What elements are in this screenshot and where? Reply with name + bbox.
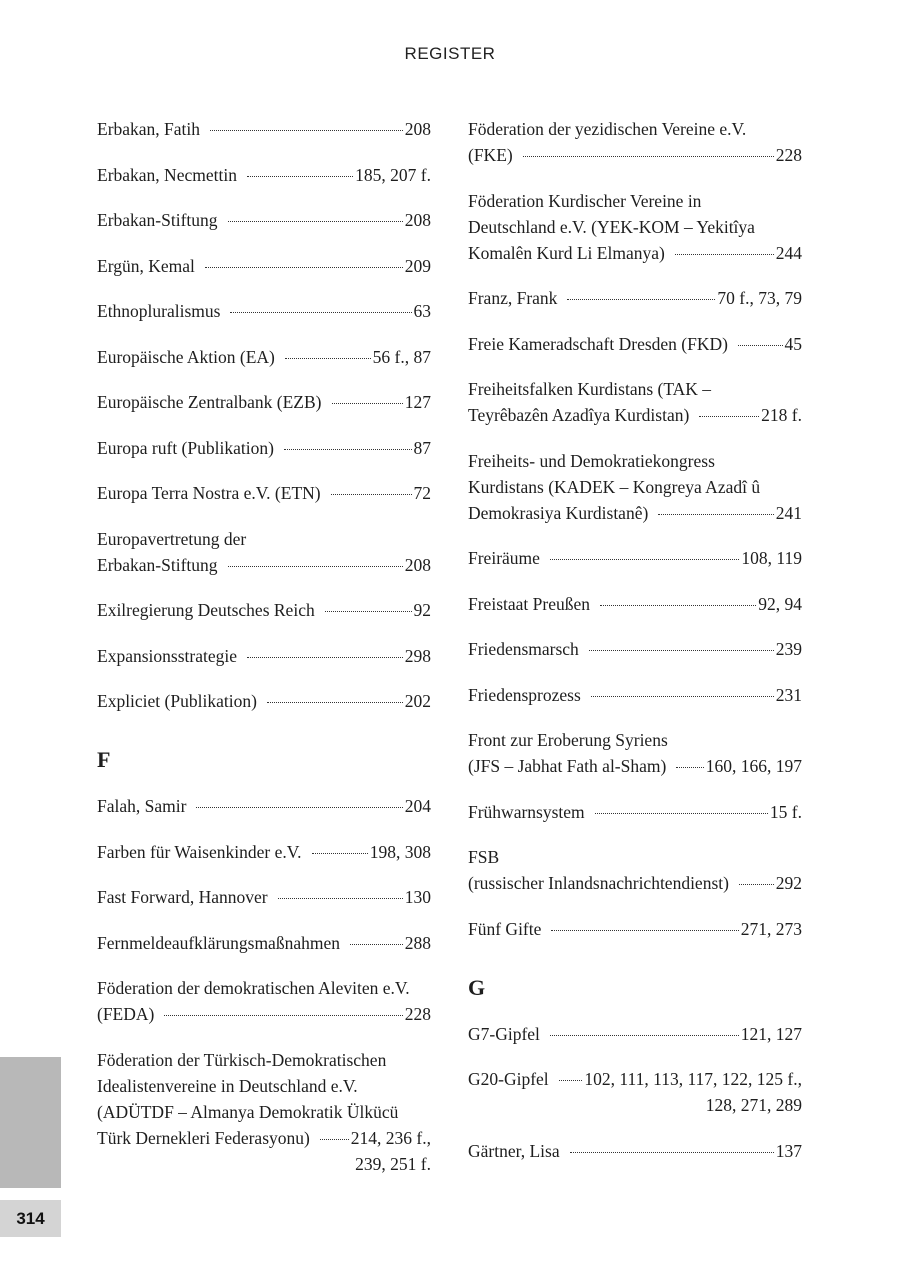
dot-leader [196, 807, 402, 808]
dot-leader [285, 358, 371, 359]
entry-last-line [97, 839, 431, 865]
entry-last-line [468, 682, 802, 708]
entry-term-line: Front zur Eroberung Syriens [468, 730, 668, 750]
page-references: 70 f., 73, 79 [717, 288, 802, 308]
index-entry [468, 1066, 802, 1118]
entry-last-line [97, 552, 431, 578]
entry-last-line [97, 389, 431, 415]
entry-last-line [468, 753, 802, 779]
entry-term-line: Idealistenvereine in Deutschland e.V. [97, 1075, 358, 1096]
page-references: 228 [775, 145, 802, 165]
page-references: 108, 119 [741, 548, 802, 568]
entry-term-line: Europa ruft (Publikation) [97, 437, 274, 458]
index-entry [468, 188, 802, 266]
page-references: 121, 127 [740, 1023, 802, 1044]
index-entry [468, 844, 802, 896]
entry-term-line: Freie Kameradschaft Dresden (FKD) [468, 333, 728, 354]
entry-term-line: Falah, Samir [97, 796, 187, 816]
dot-leader [559, 1080, 583, 1081]
index-entry [97, 975, 431, 1027]
entry-last-line [97, 162, 431, 188]
index-entry [468, 331, 802, 357]
index-entry [97, 298, 431, 324]
entry-last-line [468, 500, 802, 526]
page-references: 208 [404, 119, 431, 139]
dot-leader [325, 611, 412, 612]
index-column-left [97, 116, 431, 1196]
entry-term-line: Föderation der yezidischen Vereine e.V. [468, 119, 747, 139]
entry-term-line: Friedensmarsch [468, 639, 579, 659]
page-references: 185, 207 f. [355, 164, 431, 185]
index-entry [97, 643, 431, 669]
page-references-continued: 128, 271, 289 [705, 1095, 802, 1115]
dot-leader [658, 514, 773, 515]
entry-term-line: G20-Gipfel [468, 1069, 549, 1089]
entry-last-line [468, 402, 802, 428]
dot-leader [589, 650, 774, 651]
entry-term-line: Fast Forward, Hannover [97, 887, 268, 907]
dot-leader [284, 449, 412, 450]
entry-term-line: Franz, Frank [468, 288, 558, 308]
index-entry [468, 636, 802, 662]
page-references: 63 [413, 301, 431, 321]
entry-term-line: Fernmeldeaufklärungsmaßnahmen [97, 932, 340, 953]
index-entry [468, 682, 802, 708]
page-references-continued: 239, 251 f. [355, 1153, 431, 1174]
page-references: 92 [413, 600, 431, 620]
dot-leader [551, 930, 738, 931]
dot-leader [567, 299, 715, 300]
page-references: 87 [413, 437, 431, 458]
entry-term-line: (FEDA) [97, 1004, 155, 1024]
index-entry [97, 253, 431, 279]
index-entry [468, 727, 802, 779]
dot-leader [247, 657, 403, 658]
dot-leader [591, 696, 774, 697]
dot-leader [676, 767, 703, 768]
entry-term-line: FSB [468, 847, 500, 867]
page-references: 127 [404, 392, 431, 412]
dot-leader [228, 566, 403, 567]
entry-last-line [468, 240, 802, 266]
index-entry [468, 916, 802, 942]
page-references: 292 [775, 873, 802, 893]
entry-term-line: (russischer Inlandsnachrichtendienst) [468, 873, 729, 893]
dot-leader [570, 1152, 774, 1153]
index-entry [97, 435, 431, 461]
entry-term-line: Exilregierung Deutsches Reich [97, 600, 315, 620]
entry-last-line [97, 480, 431, 506]
dot-leader [332, 403, 403, 404]
index-entry [468, 285, 802, 311]
page-references: 102, 111, 113, 117, 122, 125 f., [584, 1069, 802, 1089]
entry-term-line: Expansionsstrategie [97, 645, 237, 666]
entry-last-line [468, 1066, 802, 1092]
entry-last-line [468, 591, 802, 617]
entry-term-line: Freiheits- und Demokratiekongress [468, 450, 715, 471]
entry-term-line: Friedensprozess [468, 684, 581, 705]
dot-leader [595, 813, 768, 814]
dot-leader [267, 702, 403, 703]
page-references: 298 [404, 645, 431, 666]
entry-term-line: G7-Gipfel [468, 1023, 540, 1044]
index-entry [97, 480, 431, 506]
entry-term-line: Türk Dernekleri Federasyonu) [97, 1127, 310, 1148]
entry-term-line: Freiräume [468, 548, 540, 568]
entry-term-line: (JFS – Jabhat Fath al-Sham) [468, 756, 667, 776]
page-references: 208 [404, 554, 431, 575]
dot-leader [247, 176, 353, 177]
page-references: 198, 308 [369, 841, 431, 862]
index-entry [97, 116, 431, 142]
entry-last-line [97, 298, 431, 324]
page-references: 208 [404, 210, 431, 230]
entry-term-line: Teyrêbazên Azadîya Kurdistan) [468, 405, 690, 425]
dot-leader [350, 944, 403, 945]
entry-last-line [468, 1021, 802, 1047]
dot-leader [600, 605, 756, 606]
index-entry [97, 884, 431, 910]
dot-leader [550, 559, 739, 560]
dot-leader [739, 884, 774, 885]
page-references: 137 [775, 1140, 802, 1161]
entry-last-line [468, 142, 802, 168]
entry-term-line: Demokrasiya Kurdistanê) [468, 502, 649, 523]
dot-leader [164, 1015, 402, 1016]
dot-leader [278, 898, 403, 899]
entry-term-line: Föderation der demokratischen Aleviten e.V. [97, 978, 410, 998]
index-entry [97, 597, 431, 623]
entry-last-line [97, 344, 431, 370]
index-entry [97, 526, 431, 578]
entry-last-line [97, 793, 431, 819]
entry-last-line [97, 930, 431, 956]
dot-leader [320, 1139, 349, 1140]
entry-term-line: Ergün, Kemal [97, 255, 195, 276]
entry-term-line: Gärtner, Lisa [468, 1140, 560, 1161]
page-references: 130 [404, 887, 431, 907]
entry-last-line [468, 870, 802, 896]
index-entry [97, 162, 431, 188]
index-entry [97, 389, 431, 415]
dot-leader [331, 494, 412, 495]
index-entry [97, 930, 431, 956]
page-references: 202 [404, 691, 431, 711]
entry-last-line [97, 643, 431, 669]
entry-term-line: Europäische Zentralbank (EZB) [97, 392, 322, 412]
dot-leader [550, 1035, 739, 1036]
index-entry [97, 839, 431, 865]
index-entry [97, 688, 431, 714]
page-references: 72 [413, 483, 431, 503]
entry-term-line: Erbakan-Stiftung [97, 554, 218, 575]
entry-term-line: Erbakan-Stiftung [97, 210, 218, 230]
entry-last-line [97, 116, 431, 142]
dot-leader [230, 312, 411, 313]
page-references: 214, 236 f., [350, 1127, 431, 1148]
page-references: 160, 166, 197 [705, 756, 802, 776]
index-entry [468, 591, 802, 617]
index-entry [468, 448, 802, 526]
page-references: 56 f., 87 [372, 346, 431, 367]
page-references: 204 [404, 796, 431, 816]
dot-leader [523, 156, 774, 157]
entry-term-line: (ADÜTDF – Almanya Demokratik Ülkücü [97, 1101, 399, 1122]
entry-term-line: Erbakan, Fatih [97, 119, 201, 139]
dot-leader [228, 221, 403, 222]
page-references: 231 [775, 684, 802, 705]
dot-leader [675, 254, 774, 255]
index-entry [468, 545, 802, 571]
entry-term-line: Freistaat Preußen [468, 593, 590, 614]
page-number-box [0, 1200, 61, 1237]
page-references: 45 [784, 333, 802, 354]
entry-last-line [468, 1138, 802, 1164]
entry-term-line: Europavertretung der [97, 528, 247, 549]
entry-last-line [468, 331, 802, 357]
entry-term-line: Kurdistans (KADEK – Kongreya Azadî û [468, 476, 761, 497]
page-references: 209 [404, 255, 431, 276]
index-entry [97, 1047, 431, 1177]
entry-term-line: (FKE) [468, 145, 513, 165]
page-references: 271, 273 [740, 918, 802, 939]
entry-last-line [97, 597, 431, 623]
dot-leader [699, 416, 759, 417]
entry-last-line [97, 884, 431, 910]
dot-leader [738, 345, 783, 346]
page-references: 218 f. [761, 405, 802, 425]
index-entry [97, 207, 431, 233]
index-entry [468, 1138, 802, 1164]
entry-term-line: Europa Terra Nostra e.V. (ETN) [97, 483, 321, 503]
entry-last-line [97, 688, 431, 714]
entry-term-line: Komalên Kurd Li Elmanya) [468, 242, 665, 263]
page-references: 15 f. [769, 801, 802, 822]
entry-last-line [468, 799, 802, 825]
entry-last-line [468, 916, 802, 942]
page-references: 244 [775, 242, 802, 263]
entry-term-line: Expliciet (Publikation) [97, 691, 257, 711]
entry-term-line: Freiheitsfalken Kurdistans (TAK – [468, 379, 712, 399]
running-head: REGISTER [404, 44, 496, 63]
page-references: 288 [404, 932, 431, 953]
entry-term-line: Erbakan, Necmettin [97, 164, 237, 185]
page-references: 92, 94 [758, 593, 802, 614]
page-references: 228 [404, 1004, 431, 1024]
entry-last-line [468, 545, 802, 571]
index-entry [468, 799, 802, 825]
thumb-index-tab [0, 1057, 61, 1188]
index-entry [468, 376, 802, 428]
entry-term-line: Fünf Gifte [468, 918, 542, 939]
entry-term-line: Föderation Kurdischer Vereine in [468, 190, 702, 211]
page-number: 314 [16, 1208, 45, 1228]
page-references: 239 [775, 639, 802, 659]
entry-term-line: Europäische Aktion (EA) [97, 346, 275, 367]
index-entry [97, 344, 431, 370]
entry-last-line [468, 285, 802, 311]
entry-term-line: Frühwarnsystem [468, 801, 585, 822]
index-entry [468, 1021, 802, 1047]
section-letter: F [97, 747, 111, 772]
dot-leader [205, 267, 403, 268]
entry-term-line: Deutschland e.V. (YEK-KOM – Yekitîya [468, 216, 755, 237]
entry-term-line: Föderation der Türkisch-Demokratischen [97, 1049, 387, 1070]
entry-term-line: Ethnopluralismus [97, 301, 221, 321]
page-references: 241 [775, 502, 802, 523]
index-entry [97, 793, 431, 819]
entry-term-line: Farben für Waisenkinder e.V. [97, 841, 302, 862]
entry-last-line [97, 1125, 431, 1151]
entry-last-line [97, 1001, 431, 1027]
dot-leader [312, 853, 368, 854]
dot-leader [210, 130, 403, 131]
index-column-right [468, 116, 802, 1183]
entry-last-line [97, 253, 431, 279]
entry-last-line [97, 207, 431, 233]
entry-last-line [468, 636, 802, 662]
section-letter: G [468, 974, 486, 1000]
index-entry [468, 116, 802, 168]
entry-last-line [97, 435, 431, 461]
